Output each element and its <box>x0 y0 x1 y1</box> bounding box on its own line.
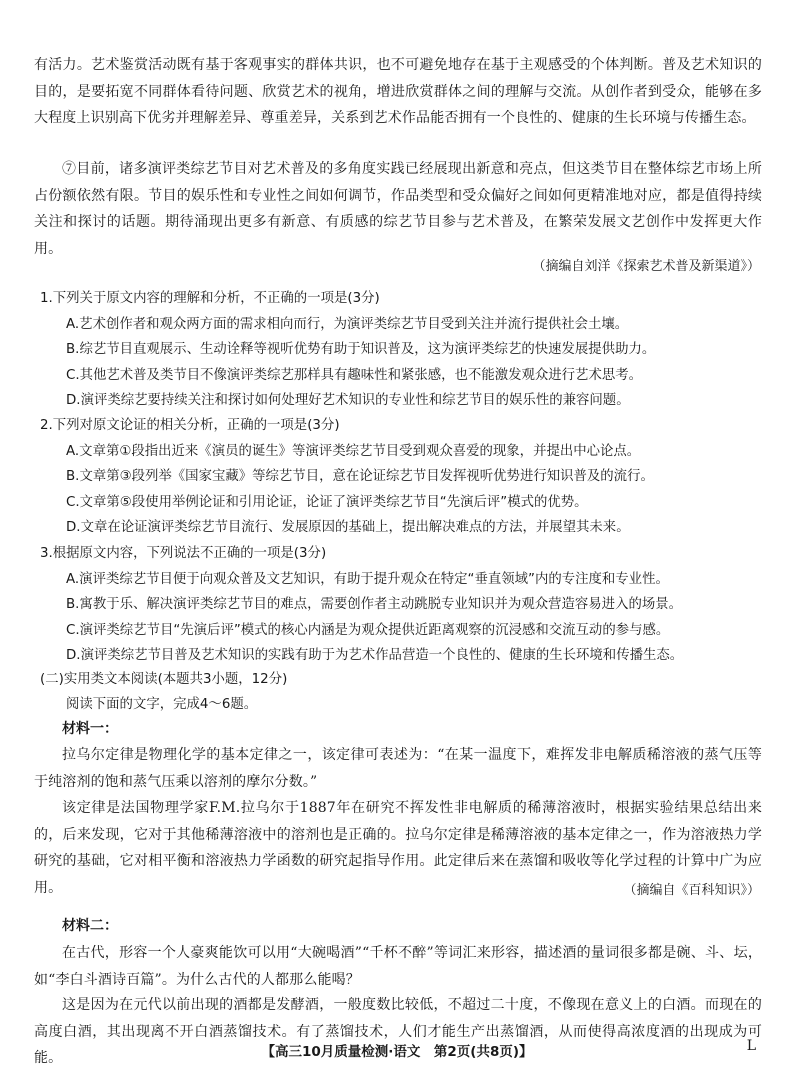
section-2-instruction: 阅读下面的文字，完成4～6题。 <box>66 697 258 712</box>
material-2-paragraph-1: 在古代，形容一个人豪爽能饮可以用“大碗喝酒”“千杯不醉”等词汇来形容，描述酒的量词很多都是碗、斗、坛，如“李白斗酒诗百篇”。为什么古代的人都那么能喝？ <box>34 945 762 988</box>
article-paragraph-6-tail: 有活力。艺术鉴赏活动既有基于客观事实的群体共识，也不可避免地存在基于主观感受的个体判断。普及艺术知识的目的，是要拓宽不同群体看待问题、欣赏艺术的视角，增进欣赏群体之间的理解与交流。从创作者到受众，能够在多大程度上识别高下优劣并理解差异、尊重差异，关系到艺术作品能否拥有一个良性的、健康的生长环境与传播生态。 <box>34 57 762 126</box>
question-2-stem: 2.下列对原文论证的相关分析，正确的一项是(3分) <box>40 418 340 433</box>
question-2-option-d: D.文章在论证演评类综艺节目流行、发展原因的基础上，提出解决难点的方法，并展望其未来。 <box>66 520 630 535</box>
question-3 <box>40 541 762 669</box>
question-3-option-b: B.寓教于乐、解决演评类综艺节目的难点，需要创作者主动跳脱专业知识并为观众营造容易进入的场景。 <box>66 597 683 612</box>
material-2-paragraph-2: 这是因为在元代以前出现的酒都是发酵酒，一般度数比较低，不超过二十度，不像现在意义上的白酒。而现在的高度白酒，其出现离不开白酒蒸馏技术。有了蒸馏技术，人们才能生产出蒸馏酒，从而使得高浓度酒的出现成为可能。 <box>34 997 762 1066</box>
article-source: （摘编自刘洋《探索艺术普及新渠道》） <box>532 259 760 274</box>
question-3-option-a: A.演评类综艺节目便于向观众普及文艺知识，有助于提升观众在特定“垂直领域”内的专注度和专业性。 <box>66 571 669 587</box>
question-2-option-c: C.文章第⑤段使用举例论证和引用论证，论证了演评类综艺节目“先演后评”模式的优势。 <box>66 494 588 510</box>
material-1-paragraph-1: 拉乌尔定律是物理化学的基本定律之一，该定律可表述为：“在某一温度下，难挥发非电解质稀溶液的蒸气压等于纯溶剂的饱和蒸气压乘以溶剂的摩尔分数。” <box>34 747 762 790</box>
material-1-paragraph-2: 该定律是法国物理学家F.M.拉乌尔于1887年在研究不挥发性非电解质的稀薄溶液时，根据实验结果总结出来的，后来发现，它对于其他稀薄溶液中的溶剂也是正确的。拉乌尔定律是稀薄溶液的基本定律之一，作为溶液热力学研究的基础，它对相平衡和溶液热力学函数的研究起指导作用。此定律后来在蒸馏和吸收等化学过程的计算中广为应用。 <box>34 800 762 896</box>
question-1-option-b: B.综艺节目直观展示、生动诠释等视听优势有助于知识普及，这为演评类综艺的快速发展提供助力。 <box>66 342 656 357</box>
question-1 <box>40 286 762 414</box>
question-1-option-d: D.演评类综艺要持续关注和探讨如何处理好艺术知识的专业性和综艺节目的娱乐性的兼容问题。 <box>66 393 630 408</box>
question-3-stem: 3.根据原文内容，下列说法不正确的一项是(3分) <box>40 546 327 561</box>
question-2-option-a: A.文章第①段指出近来《演员的诞生》等演评类综艺节目受到观众喜爱的现象，并提出中心论点。 <box>66 443 641 459</box>
question-1-stem: 1.下列关于原文内容的理解和分析，不正确的一项是(3分) <box>40 291 380 306</box>
question-2-option-b: B.文章第③段列举《国家宝藏》等综艺节目，意在论证综艺节目发挥视听优势进行知识普及的流行。 <box>66 469 654 484</box>
page-letter-mark: L <box>746 1038 756 1054</box>
question-3-option-c: C.演评类综艺节目“先演后评”模式的核心内涵是为观众提供近距离观察的沉浸感和交流互动的参与感。 <box>66 622 670 638</box>
material-1-source: （摘编自《百科知识》） <box>623 883 760 898</box>
section-2-heading: (二)实用类文本阅读(本题共3小题，12分) <box>40 672 288 687</box>
page-footer: 【高三10月质量检测·语文 第2页(共8页)】 <box>261 1044 533 1060</box>
material-1-title: 材料一： <box>62 721 118 737</box>
question-1-option-a: A.艺术创作者和观众两方面的需求相向而行，为演评类综艺节目受到关注并流行提供社会土壤。 <box>66 316 629 332</box>
material-2-title: 材料二： <box>62 918 118 934</box>
question-2 <box>40 413 762 541</box>
article-paragraph-7: ⑦目前，诸多演评类综艺节目对艺术普及的多角度实践已经展现出新意和亮点，但这类节目在整体综艺市场上所占份额依然有限。节目的娱乐性和专业性之间如何调节，作品类型和受众偏好之间如何更精准地对应，都是值得持续关注和探讨的话题。期待涌现出更多有新意、有质感的综艺节目参与艺术普及，在繁荣发展文艺创作中发挥更大作用。 <box>34 161 762 257</box>
question-3-option-d: D.演评类综艺节目普及艺术知识的实践有助于为艺术作品营造一个良性的、健康的生长环境和传播生态。 <box>66 648 684 663</box>
question-1-option-c: C.其他艺术普及类节目不像演评类综艺那样具有趣味性和紧张感，也不能激发观众进行艺术思考。 <box>66 367 643 383</box>
